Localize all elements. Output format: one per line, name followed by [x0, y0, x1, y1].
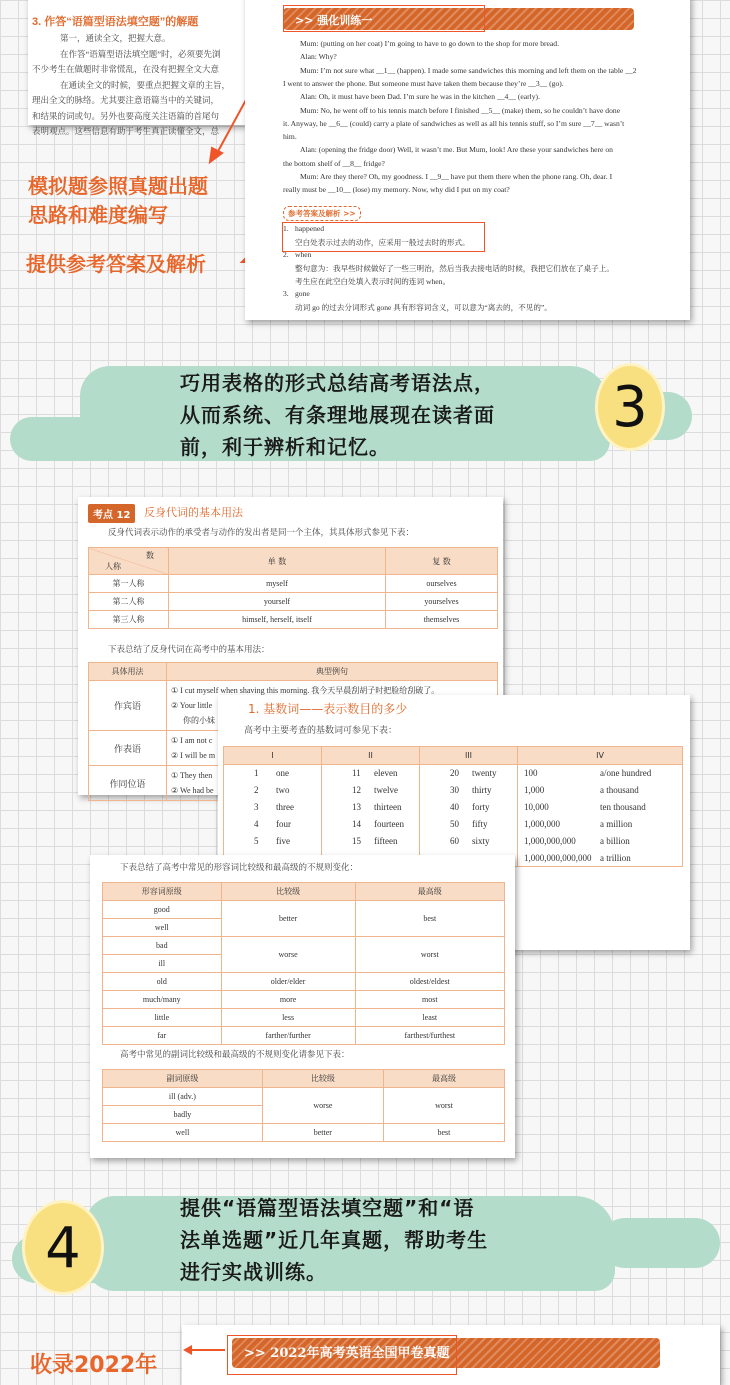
answer-note: 整句意为：我早些时候做好了一些三明治，然后当我去接电话的时候，我把它们放在了桌子上。 — [295, 264, 614, 273]
cardinal-table — [223, 746, 683, 867]
answer-number: 3. — [283, 289, 289, 298]
table-row — [103, 973, 505, 991]
table-row — [224, 816, 683, 833]
base-form: good — [103, 901, 222, 919]
col-header: III — [420, 747, 518, 765]
number: 3 — [254, 802, 259, 812]
passage-line: really must be __10__ (lose) my memory. Now, why did I put on my coat? — [283, 185, 510, 195]
number: 11 — [352, 768, 361, 779]
bubble-part — [600, 1218, 720, 1268]
table-row — [224, 799, 683, 816]
example-line: ② Your little — [171, 701, 213, 710]
example-line: 你的小妹 — [183, 716, 215, 725]
comparative: worse — [262, 1088, 383, 1124]
table-cell: myself — [169, 575, 386, 593]
word: five — [276, 836, 290, 846]
table-cell — [322, 833, 420, 850]
intro-text-2: 下表总结了反身代词在高考中的基本用法： — [108, 644, 270, 654]
number: 1,000,000 — [524, 819, 560, 829]
comparative: worse — [221, 937, 355, 973]
arrowhead-icon — [210, 148, 222, 162]
table-cell: 第三人称 — [89, 611, 169, 629]
word: four — [276, 819, 291, 829]
word: a trillion — [600, 852, 631, 863]
section-title: 3. 作答“语篇型语法填空题”的解题 — [32, 16, 199, 28]
answer-note: 动词 go 的过去分词形式 gone 具有形容词含义，可以意为“离去的，不见的”。 — [295, 303, 552, 312]
table-cell: yourself — [169, 593, 386, 611]
intro-text: 高考中主要考查的基数词可参见下表： — [244, 725, 398, 735]
number: 10,000 — [524, 802, 549, 812]
table-cell — [420, 833, 518, 850]
number: 1,000,000,000 — [524, 836, 576, 846]
table-row — [103, 991, 505, 1009]
table-cell — [224, 765, 322, 782]
word: fifty — [472, 819, 488, 829]
answer-word: happened — [295, 224, 325, 233]
table-cell — [518, 850, 683, 867]
superlative: worst — [383, 1088, 504, 1124]
adjective-table — [102, 882, 505, 1045]
word: forty — [472, 802, 490, 812]
word: fifteen — [374, 836, 398, 846]
table-row — [103, 1009, 505, 1027]
col-header: 复 数 — [385, 548, 497, 575]
header-row — [103, 883, 505, 901]
comparative: better — [262, 1124, 383, 1142]
label-simulate-2: 思路和难度编写 — [28, 203, 168, 227]
table-cell — [420, 816, 518, 833]
word: a million — [600, 819, 633, 829]
table-cell — [224, 833, 322, 850]
feature-line: 从而系统、有条理地展现在读者面 — [180, 403, 495, 427]
comparative: more — [221, 991, 355, 1009]
col-header: 典型例句 — [167, 663, 498, 681]
table-cell — [322, 765, 420, 782]
table-cell — [518, 765, 683, 782]
answer-tag: 参考答案及解析 >> — [283, 206, 361, 221]
sample-page-2 — [245, 0, 690, 320]
reflexive-table — [88, 547, 498, 629]
feature-line: 进行实战训练。 — [180, 1260, 327, 1284]
superlative: farthest/furthest — [355, 1027, 504, 1045]
table-cell: yourselves — [385, 593, 497, 611]
table-cell — [518, 833, 683, 850]
table-cell: 第二人称 — [89, 593, 169, 611]
number-4-badge: 4 — [22, 1200, 104, 1295]
table-row — [89, 593, 498, 611]
passage-line: Mum: No, he went off to his tennis match before I finished __5__ (make) them, so he couldn’t have done — [300, 105, 621, 115]
body-line: 在通读全文的时候，要重点把握文章的主旨， — [60, 79, 231, 90]
answer-word: gone — [295, 289, 310, 298]
col-header: II — [322, 747, 420, 765]
highlight-box — [282, 222, 485, 252]
superlative: best — [383, 1124, 504, 1142]
base-form: well — [103, 1124, 263, 1142]
superlative: most — [355, 991, 504, 1009]
sample-page-5 — [90, 855, 515, 1158]
col-header: 单 数 — [169, 548, 386, 575]
word: twenty — [472, 768, 497, 779]
label-simulate-1: 模拟题参照真题出题 — [28, 174, 208, 198]
word: eleven — [374, 768, 398, 779]
passage-line: Alan: (opening the fridge door) Well, it wasn’t me. But Mum, look! Are these your sandwiches here on — [300, 145, 613, 155]
base-form: far — [103, 1027, 222, 1045]
table-cell — [420, 782, 518, 799]
table-row — [103, 1088, 505, 1106]
word: two — [276, 785, 290, 795]
example-line: ① I cut myself when shaving this morning. 我今天早晨刮胡子时把脸给刮破了。 — [171, 686, 440, 695]
topic-title: 反身代词的基本用法 — [144, 506, 243, 519]
table-row — [89, 611, 498, 629]
answer-note: 考生应在此空白处填入表示时间的连词 when。 — [295, 277, 451, 286]
table-cell — [420, 799, 518, 816]
feature-line: 提供“语篇型语法填空题”和“语 — [180, 1196, 475, 1220]
highlight-box — [283, 5, 485, 32]
body-line: 不少考生在做题时非常慌乱，在没有把握全文大意 — [32, 64, 220, 74]
number: 2 — [254, 785, 259, 795]
word: one — [276, 768, 289, 779]
passage-line: Alan: Why? — [300, 52, 337, 62]
table-row — [103, 1027, 505, 1045]
label-answers: 提供参考答案及解析 — [26, 252, 206, 276]
intro-text-2: 高考中常见的副词比较级和最高级的不规则变化请参见下表： — [120, 1049, 350, 1059]
feature-3-text — [180, 367, 495, 463]
answer-number: 1. — [283, 224, 289, 233]
col-header: 最高级 — [383, 1070, 504, 1088]
word: ten thousand — [600, 802, 646, 812]
passage-line: the bottom shelf of __8__ fridge? — [283, 158, 385, 168]
base-form: much/many — [103, 991, 222, 1009]
col-header: IV — [518, 747, 683, 765]
base-form: well — [103, 919, 222, 937]
highlight-box — [227, 1335, 457, 1375]
number: 1,000,000,000,000 — [524, 852, 592, 863]
body-line: 和结果的词或句。另外也要高度关注语篇的首尾句 — [32, 110, 220, 121]
answer-note: 空白处表示过去的动作，应采用一般过去时的形式。 — [295, 238, 470, 247]
superlative: worst — [355, 937, 504, 973]
example-line: ② I will be m — [171, 751, 216, 760]
passage-line: Mum: I’m not sure what __1__ (happen). I made some sandwiches this morning and left them on the table __2 — [300, 65, 637, 75]
base-form: ill (adv.) — [103, 1088, 263, 1106]
table-cell — [322, 782, 420, 799]
number: 40 — [450, 802, 459, 812]
table-cell — [518, 816, 683, 833]
arrow-icon — [180, 1340, 230, 1360]
exam-banner: >> 2022年高考英语全国甲卷真题 — [232, 1338, 660, 1368]
word: twelve — [374, 785, 398, 795]
number: 12 — [352, 785, 361, 795]
feature-4-text — [180, 1192, 488, 1288]
example-line: ① They then — [171, 771, 213, 780]
answer-number: 2. — [283, 250, 289, 259]
label-included: 收录2022年 — [30, 1353, 158, 1378]
intro-text: 反身代词表示动作的承受者与动作的发出者是同一个主体，其具体形式参见下表： — [108, 527, 415, 537]
word: three — [276, 802, 294, 812]
table-row — [224, 765, 683, 782]
intro-text: 下表总结了高考中常见的形容词比较级和最高级的不规则变化： — [120, 862, 359, 872]
col-header: 最高级 — [355, 883, 504, 901]
bubble-part — [10, 417, 180, 461]
body-line: 表明观点。这些信息有助于考生真正读懂全文，总 — [32, 126, 220, 136]
comparative: better — [221, 901, 355, 937]
table-cell — [518, 782, 683, 799]
comparative: older/elder — [221, 973, 355, 991]
base-form: ill — [103, 955, 222, 973]
number: 50 — [450, 819, 459, 829]
corner-top: 数 — [146, 551, 154, 560]
table-cell — [224, 799, 322, 816]
number: 15 — [352, 836, 361, 846]
base-form: bad — [103, 937, 222, 955]
col-header: 比较级 — [221, 883, 355, 901]
number: 1,000 — [524, 785, 545, 795]
table-cell: themselves — [385, 611, 497, 629]
word: a/one hundred — [600, 768, 652, 779]
base-form: old — [103, 973, 222, 991]
example-line: ② We had be — [171, 786, 214, 795]
adverb-table — [102, 1069, 505, 1142]
table-row — [224, 833, 683, 850]
word: sixty — [472, 836, 490, 846]
practice-banner: >> 强化训练一 — [283, 8, 634, 30]
col-header: 副词原级 — [103, 1070, 263, 1088]
usage-name: 作宾语 — [89, 681, 167, 731]
col-header: 比较级 — [262, 1070, 383, 1088]
word: a billion — [600, 836, 630, 846]
number: 20 — [450, 768, 459, 779]
table-cell: ourselves — [385, 575, 497, 593]
superlative: best — [355, 901, 504, 937]
table-cell — [322, 799, 420, 816]
passage-line: it. Anyway, he __6__ (could) carry a plate of sandwiches as well as all his tennis stuff, so I’m sure __7__ wasn’t — [283, 118, 625, 128]
base-form: badly — [103, 1106, 263, 1124]
table-cell — [224, 782, 322, 799]
table-row — [103, 1124, 505, 1142]
table-cell — [322, 816, 420, 833]
usage-name: 作表语 — [89, 731, 167, 766]
number: 1 — [254, 768, 259, 779]
number: 14 — [352, 819, 361, 829]
col-header: 形容词原级 — [103, 883, 222, 901]
table-cell — [224, 816, 322, 833]
corner-bottom: 人称 — [105, 562, 121, 571]
table-cell: himself, herself, itself — [169, 611, 386, 629]
table-cell — [518, 799, 683, 816]
sample-page-6 — [182, 1325, 720, 1385]
col-header: 具体用法 — [89, 663, 167, 681]
feature-line: 巧用表格的形式总结高考语法点， — [180, 371, 495, 395]
word: fourteen — [374, 819, 404, 829]
passage-line: Alan: Oh, it must have been Dad. I’m sure he was in the kitchen __4__ (early). — [300, 92, 540, 102]
number: 13 — [352, 802, 361, 812]
base-form: little — [103, 1009, 222, 1027]
table-cell — [420, 765, 518, 782]
feature-line: 法单选题”近几年真题，帮助考生 — [180, 1228, 489, 1252]
superlative: least — [355, 1009, 504, 1027]
word: thirteen — [374, 802, 402, 812]
number: 60 — [450, 836, 459, 846]
col-header: I — [224, 747, 322, 765]
word: thirty — [472, 785, 492, 795]
passage-line: him. — [283, 132, 297, 142]
number: 100 — [524, 768, 538, 779]
number: 5 — [254, 836, 259, 846]
body-line: 在作答“语篇型语法填空题”时，必须要先浏 — [60, 48, 221, 59]
number: 30 — [450, 785, 459, 795]
feature-line: 前，利于辨析和记忆。 — [180, 435, 390, 459]
table-row — [89, 575, 498, 593]
table-cell: 第一人称 — [89, 575, 169, 593]
comparative: less — [221, 1009, 355, 1027]
passage-line: Mum: Are they there? Oh, my goodness. I __9__ have put them there when the phone rang. Oh, dear. I — [300, 172, 613, 181]
passage-line: Mum: (putting on her coat) I’m going to have to go down to the shop for more bread. — [300, 39, 559, 48]
table-row — [103, 901, 505, 919]
table-row — [103, 937, 505, 955]
number: 4 — [254, 819, 259, 829]
example-line: ① I am not c — [171, 736, 213, 745]
topic-tag: 考点 12 — [88, 504, 135, 523]
number-3-badge: 3 — [595, 363, 665, 451]
answer-word: when — [295, 250, 312, 259]
table-row — [224, 782, 683, 799]
superlative: oldest/eldest — [355, 973, 504, 991]
passage-line: I went to answer the phone. But someone must have taken them because they’re __3__ (go). — [283, 78, 564, 88]
body-line: 第一，通读全文，把握大意。 — [60, 33, 171, 43]
header-row — [103, 1070, 505, 1088]
section-title: 1. 基数词——表示数目的多少 — [248, 702, 408, 716]
comparative: farther/further — [221, 1027, 355, 1045]
word: a thousand — [600, 785, 639, 795]
body-line: 理出全文的脉络。尤其要注意语篇当中的关键词， — [32, 95, 220, 105]
usage-name: 作同位语 — [89, 766, 167, 801]
